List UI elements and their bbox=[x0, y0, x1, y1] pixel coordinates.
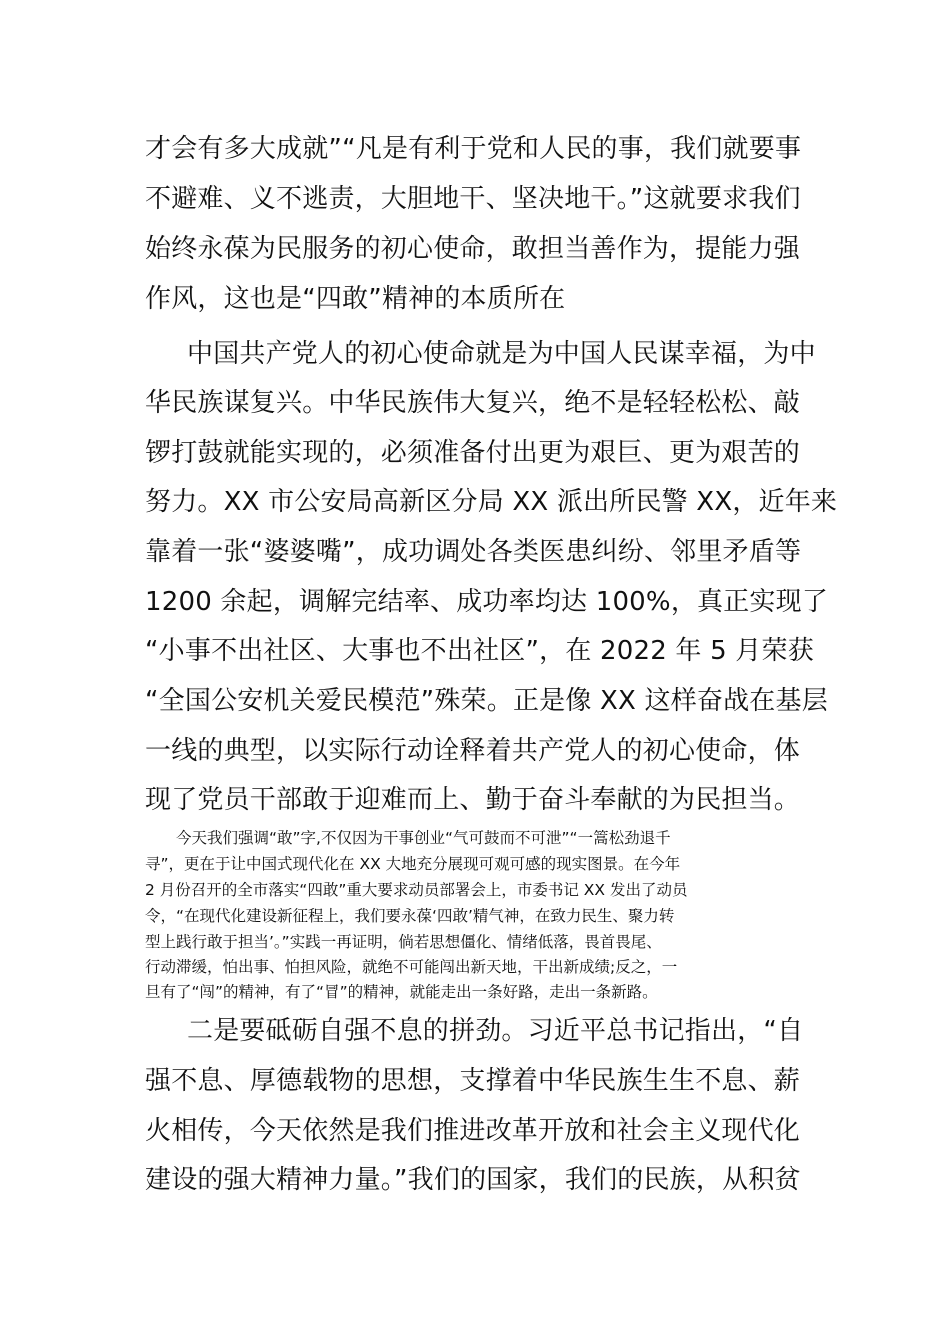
text-line: 靠着一张“婆婆嘴”，成功调处各类医患纠纷、邻里矛盾等 bbox=[145, 537, 802, 567]
text-line: 努力。XX 市公安局高新区分局 XX 派出所民警 XX，近年来 bbox=[145, 487, 838, 517]
text-line: 行动滞缓，怕出事、怕担风险，就绝不可能闯出新天地，干出新成绩;反之，一 bbox=[145, 958, 678, 976]
text-line: 1200 余起，调解完结率、成功率均达 100%，真正实现了 bbox=[145, 587, 829, 617]
text-line: “全国公安机关爱民模范”殊荣。正是像 XX 这样奋战在基层 bbox=[145, 686, 828, 716]
text-line: 火相传，今天依然是我们推进改革开放和社会主义现代化 bbox=[145, 1116, 801, 1146]
text-line: “小事不出社区、大事也不出社区”，在 2022 年 5 月荣获 bbox=[145, 636, 814, 666]
text-line: 锣打鼓就能实现的，必须准备付出更为艰巨、更为艰苦的 bbox=[145, 438, 801, 468]
text-line: 始终永葆为民服务的初心使命，敢担当善作为，提能力强 bbox=[145, 234, 801, 264]
text-line: 华民族谋复兴。中华民族伟大复兴，绝不是轻轻松松、敲 bbox=[145, 388, 801, 418]
text-line: 不避难、义不逃责，大胆地干、坚决地干。”这就要求我们 bbox=[145, 184, 801, 214]
text-line: 寻”，更在于让中国式现代化在 XX 大地充分展现可观可感的现实图景。在今年 bbox=[145, 855, 681, 873]
text-line: 旦有了“闯”的精神，有了“冒”的精神，就能走出一条好路，走出一条新路。 bbox=[145, 983, 658, 1001]
text-line: 强不息、厚德载物的思想，支撑着中华民族生生不息、薪 bbox=[145, 1066, 801, 1096]
text-line: 2 月份召开的全市落实“四敢”重大要求动员部署会上，市委书记 XX 发出了动员 bbox=[145, 881, 688, 899]
text-line: 一线的典型，以实际行动诠释着共产党人的初心使命，体 bbox=[145, 736, 801, 766]
text-line: 型上践行敢于担当’。”实践一再证明，倘若思想僵化、情绪低落，畏首畏尾、 bbox=[145, 933, 662, 951]
text-line: 才会有多大成就”“凡是有利于党和人民的事，我们就要事 bbox=[145, 134, 802, 164]
text-line: 现了党员干部敢于迎难而上、勤于奋斗奉献的为民担当。 bbox=[145, 785, 801, 815]
text-line: 建设的强大精神力量。”我们的国家，我们的民族，从积贫 bbox=[145, 1165, 801, 1195]
text-line: 令，“在现代化建设新征程上，我们要永葆‘四敢’精气神，在致力民生、聚力转 bbox=[145, 907, 675, 925]
text-line: 作风，这也是“四敢”精神的本质所在 bbox=[145, 284, 566, 314]
text-line: 二是要砥砺自强不息的拼劲。习近平总书记指出，“自 bbox=[187, 1016, 804, 1046]
text-line: 中国共产党人的初心使命就是为中国人民谋幸福，为中 bbox=[187, 339, 816, 369]
text-line: 今天我们强调“敢”字,不仅因为干事创业“气可鼓而不可泄”“一篙松劲退千 bbox=[176, 829, 671, 847]
